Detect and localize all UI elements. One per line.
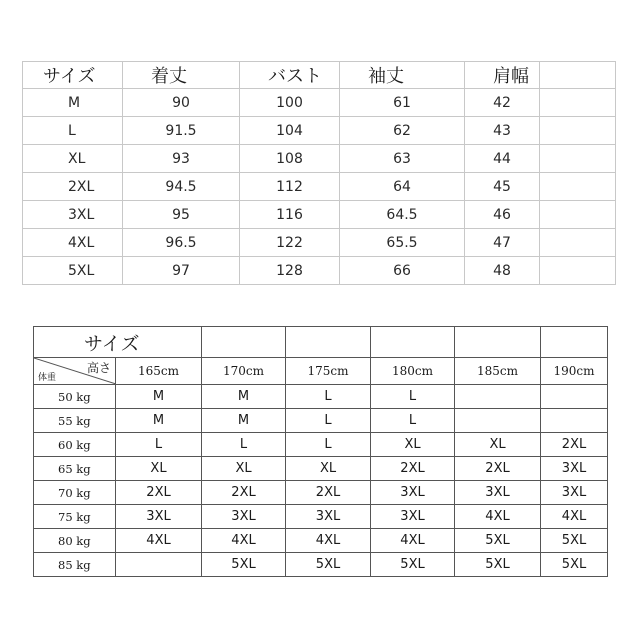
recommended-size-cell: XL (286, 457, 371, 481)
height-header-cell: 185cm (455, 358, 541, 385)
measurement-cell: 122 (240, 229, 340, 257)
recommended-size-cell: L (286, 433, 371, 457)
measurement-cell (540, 257, 616, 285)
measurement-cell: 94.5 (123, 173, 240, 201)
recommended-size-cell: L (286, 409, 371, 433)
measurement-header-row (23, 62, 616, 89)
measurement-cell: 64 (340, 173, 465, 201)
header-length: 着丈 (123, 62, 240, 89)
weight-row (34, 505, 608, 529)
recommended-size-cell: 4XL (455, 505, 541, 529)
title-blank-cell (286, 327, 371, 358)
size-label-cell: 2XL (23, 173, 123, 201)
recommended-size-cell: 3XL (541, 457, 608, 481)
height-header-cell: 175cm (286, 358, 371, 385)
measurement-cell: 44 (465, 145, 540, 173)
recommended-size-cell: 5XL (541, 553, 608, 577)
weight-row (34, 385, 608, 409)
size-label-cell: L (23, 117, 123, 145)
measurement-cell: 47 (465, 229, 540, 257)
weight-row (34, 529, 608, 553)
recommended-size-cell (116, 553, 202, 577)
recommended-size-cell: XL (116, 457, 202, 481)
height-header-cell: 170cm (202, 358, 286, 385)
weight-label-cell: 55 kg (34, 409, 116, 433)
title-blank-cell (455, 327, 541, 358)
measurement-row (23, 257, 616, 285)
weight-label-cell: 50 kg (34, 385, 116, 409)
recommended-size-cell: 5XL (202, 553, 286, 577)
size-chart-table (33, 326, 608, 577)
measurement-cell (540, 173, 616, 201)
measurement-cell: 45 (465, 173, 540, 201)
weight-label-cell: 65 kg (34, 457, 116, 481)
height-header-cell: 180cm (371, 358, 455, 385)
measurement-row (23, 145, 616, 173)
recommended-size-cell: 4XL (202, 529, 286, 553)
measurement-cell: 46 (465, 201, 540, 229)
recommended-size-cell: 3XL (286, 505, 371, 529)
recommended-size-cell: 2XL (455, 457, 541, 481)
measurement-cell: 65.5 (340, 229, 465, 257)
measurement-cell: 91.5 (123, 117, 240, 145)
recommended-size-cell: 2XL (116, 481, 202, 505)
recommended-size-cell: 4XL (286, 529, 371, 553)
recommended-size-cell: 5XL (541, 529, 608, 553)
measurement-cell: 61 (340, 89, 465, 117)
title-blank-cell (371, 327, 455, 358)
recommended-size-cell: 4XL (541, 505, 608, 529)
measurement-row (23, 229, 616, 257)
recommended-size-cell: XL (202, 457, 286, 481)
measurement-cell: 108 (240, 145, 340, 173)
measurement-cell: 43 (465, 117, 540, 145)
recommended-size-cell: 4XL (371, 529, 455, 553)
recommended-size-cell: 5XL (455, 529, 541, 553)
recommended-size-cell (455, 409, 541, 433)
recommended-size-cell (455, 385, 541, 409)
weight-row (34, 457, 608, 481)
measurement-cell: 100 (240, 89, 340, 117)
measurement-cell (540, 201, 616, 229)
measurement-cell: 93 (123, 145, 240, 173)
measurement-cell: 116 (240, 201, 340, 229)
measurement-cell: 64.5 (340, 201, 465, 229)
size-label-cell: M (23, 89, 123, 117)
recommended-size-cell: 3XL (202, 505, 286, 529)
weight-row (34, 409, 608, 433)
weight-row (34, 553, 608, 577)
size-label-cell: 3XL (23, 201, 123, 229)
recommended-size-cell: 3XL (541, 481, 608, 505)
measurement-cell (540, 117, 616, 145)
header-empty (540, 62, 616, 89)
measurement-cell (540, 145, 616, 173)
size-chart-title-row (34, 327, 608, 358)
recommended-size-cell: L (116, 433, 202, 457)
title-blank-cell (541, 327, 608, 358)
corner-weight-label: 体重 (38, 373, 57, 383)
weight-label-cell: 80 kg (34, 529, 116, 553)
header-bust: バスト (240, 62, 340, 89)
size-label-cell: XL (23, 145, 123, 173)
size-chart-title: サイズ (34, 327, 202, 358)
measurement-cell: 48 (465, 257, 540, 285)
weight-label-cell: 70 kg (34, 481, 116, 505)
corner-height-label: 高さ (86, 361, 111, 375)
measurement-row (23, 173, 616, 201)
measurement-cell: 63 (340, 145, 465, 173)
recommended-size-cell: 3XL (371, 481, 455, 505)
weight-label-cell: 85 kg (34, 553, 116, 577)
measurement-table (22, 61, 616, 285)
title-blank-cell (202, 327, 286, 358)
measurement-row (23, 201, 616, 229)
recommended-size-cell: 4XL (116, 529, 202, 553)
corner-cell (34, 358, 116, 385)
recommended-size-cell: XL (371, 433, 455, 457)
measurement-cell: 42 (465, 89, 540, 117)
measurement-cell: 112 (240, 173, 340, 201)
recommended-size-cell: 2XL (371, 457, 455, 481)
header-size: サイズ (23, 62, 123, 89)
recommended-size-cell: 3XL (455, 481, 541, 505)
header-shoulder: 肩幅 (465, 62, 540, 89)
measurement-cell: 104 (240, 117, 340, 145)
recommended-size-cell (541, 385, 608, 409)
recommended-size-cell: 2XL (202, 481, 286, 505)
recommended-size-cell: 2XL (541, 433, 608, 457)
header-sleeve: 袖丈 (340, 62, 465, 89)
recommended-size-cell: M (202, 409, 286, 433)
recommended-size-cell: 5XL (371, 553, 455, 577)
recommended-size-cell: L (202, 433, 286, 457)
recommended-size-cell: L (286, 385, 371, 409)
measurement-cell: 90 (123, 89, 240, 117)
weight-row (34, 433, 608, 457)
size-label-cell: 5XL (23, 257, 123, 285)
recommended-size-cell: L (371, 385, 455, 409)
recommended-size-cell: 2XL (286, 481, 371, 505)
measurement-cell (540, 229, 616, 257)
measurement-cell: 128 (240, 257, 340, 285)
measurement-cell: 96.5 (123, 229, 240, 257)
measurement-cell: 62 (340, 117, 465, 145)
size-label-cell: 4XL (23, 229, 123, 257)
weight-label-cell: 75 kg (34, 505, 116, 529)
recommended-size-cell: L (371, 409, 455, 433)
measurement-row (23, 117, 616, 145)
height-header-row (34, 358, 608, 385)
measurement-cell: 97 (123, 257, 240, 285)
measurement-row (23, 89, 616, 117)
measurement-cell (540, 89, 616, 117)
recommended-size-cell: XL (455, 433, 541, 457)
weight-label-cell: 60 kg (34, 433, 116, 457)
recommended-size-cell: M (116, 385, 202, 409)
recommended-size-cell: M (202, 385, 286, 409)
recommended-size-cell: 3XL (116, 505, 202, 529)
weight-row (34, 481, 608, 505)
height-header-cell: 165cm (116, 358, 202, 385)
measurement-cell: 66 (340, 257, 465, 285)
measurement-cell: 95 (123, 201, 240, 229)
recommended-size-cell (541, 409, 608, 433)
recommended-size-cell: 5XL (286, 553, 371, 577)
height-header-cell: 190cm (541, 358, 608, 385)
recommended-size-cell: M (116, 409, 202, 433)
recommended-size-cell: 3XL (371, 505, 455, 529)
recommended-size-cell: 5XL (455, 553, 541, 577)
